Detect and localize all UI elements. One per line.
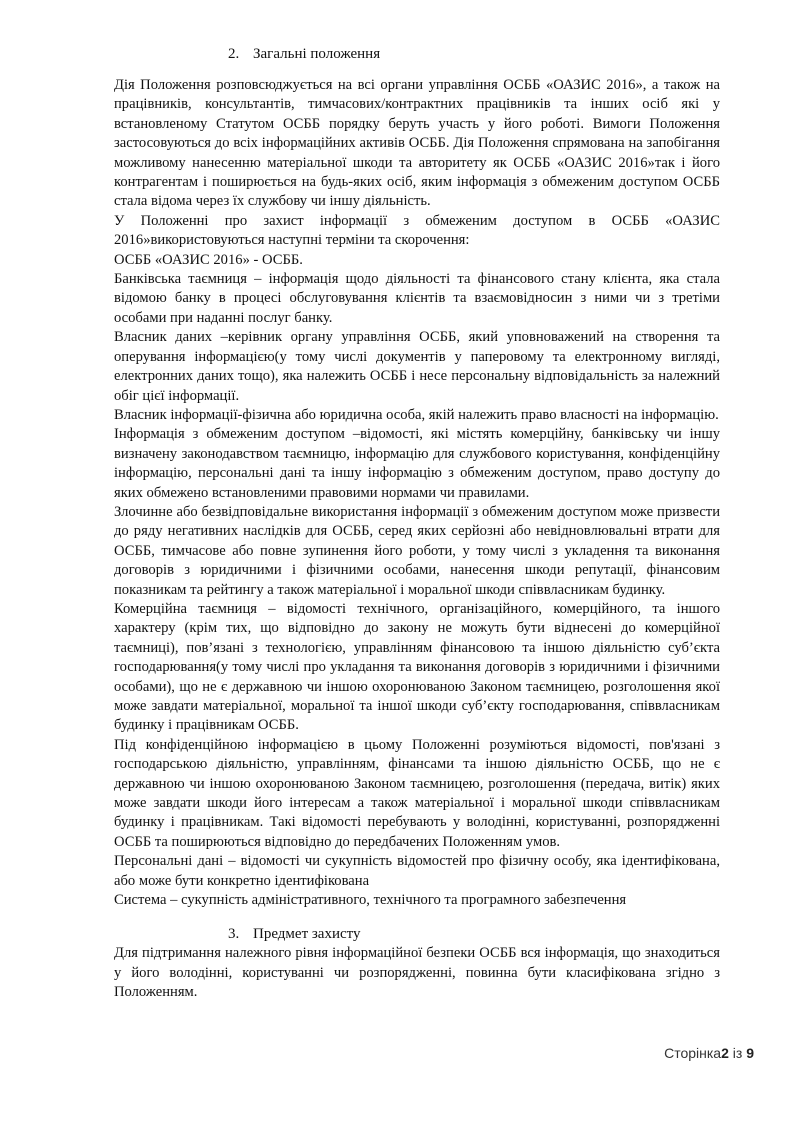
page-number-footer [664, 1045, 754, 1061]
paragraph-data-owner: Власник даних –керівник органу управління ОСББ, який уповноважений на створення та оперування інформацією(у тому числі документів у паперовому та електронному вигляді, електронних даних тощо), яка належить ОСББ і несе персональну відповідальність за належний обіг цієї інформації. [114, 329, 720, 404]
paragraph-bank-secret: Банківська таємниця – інформація щодо діяльності та фінансового стану клієнта, яка стала відомою банку в процесі обслуговування клієнтів та взаємовідносин з ними чи з третіми особами при наданні послуг банку. [114, 271, 720, 326]
section-3-heading [114, 924, 720, 944]
paragraph-commercial-secret: Комерційна таємниця – відомості технічного, організаційного, комерційного, та іншого характеру (крім тих, що відповідно до закону не можуть бути віднесені до комерційної таємниці), пов’язані з технологією, управлінням фінансовою та іншою діяльністю суб’єкта господарювання(у тому числі про укладання та виконання договорів з юридичними і фізичними особами), що не є державною чи іншою охоронюваною Законом таємницею, розголошення якої може завдати матеріальної, моральної та іншої шкоди суб’єкту господарювання, співвласникам будинку і працівникам ОСББ. [114, 600, 720, 734]
paragraph-personal-data: Персональні дані – відомості чи сукупність відомостей про фізичну особу, яка ідентифікована, або може бути конкретно ідентифікована [114, 853, 720, 889]
paragraph-misuse: Злочинне або безвідповідальне використання інформації з обмеженим доступом може призвести до ряду негативних наслідків для ОСББ, серед яких серйозні або невідновлювальні втрати для ОСББ, тимчасове або повне зупинення його роботи, у тому числі з укладення та виконання договорів з юридичними і фізичними особами, нанесення шкоди репутації, фінансовим показникам та рейтингу а також матеріальної і моральної шкоди співвласникам будинку. [114, 503, 720, 598]
section-2-title: Загальні положення [253, 46, 381, 62]
page-separator: із [728, 1045, 747, 1061]
paragraph-protection-subject: Для підтримання належного рівня інформаційної безпеки ОСББ вся інформація, що знаходиться у його володінні, користуванні чи розпорядженні, повинна бути класифікована згідно з Положенням. [114, 945, 720, 1001]
paragraph-scope: Дія Положення розповсюджується на всі органи управління ОСББ «ОАЗИС 2016», а також на працівників, консультантів, тимчасових/контрактних працівників та інших осіб які у встановленому Статутом ОСББ порядку беруть участь у його роботі. Вимоги Положення застосовуються до всіх інформаційних активів ОСББ. Дія Положення спрямована на запобігання можливому нанесенню матеріальної шкоди та авторитету як ОСББ «ОАЗИС 2016»так і його контрагентам і поширюється на будь-яких осіб, яким інформація з обмеженим доступом ОСББ стала відома через їх службову чи іншу діяльність. [114, 77, 720, 210]
section-3-number: 3. [228, 926, 240, 943]
paragraph-system: Система – сукупність адміністративного, технічного та програмного забезпечення [114, 892, 627, 909]
section-2-body [114, 76, 720, 910]
paragraph-terms-intro: У Положенні про захист інформації з обмеженим доступом в ОСББ «ОАЗИС 2016»використовуються наступні терміни та скорочення: [114, 212, 720, 249]
document-body [114, 44, 720, 1003]
current-page-number: 2 [721, 1045, 729, 1061]
paragraph-info-owner: Власник інформації-фізична або юридична особа, якій належить право власності на інформацію. [114, 406, 719, 423]
section-2-heading [114, 44, 720, 64]
paragraph-confidential-info: Під конфіденційною інформацією в цьому Положенні розуміються відомості, пов'язані з господарською діяльністю, управлінням, фінансами та іншою діяльністю ОСББ, що не є державною чи іншою охоронюваною Законом таємницею, розголошення (передача, витік) яких може завдати шкоди його інтересам а також матеріальної і моральної шкоди співвласникам будинку і працівникам. Такі відомості перебувають у володінні, користуванні, розпорядженні ОСББ та поширюються відповідно до передбачених Положенням умов. [114, 736, 720, 850]
section-3-title: Предмет захисту [253, 926, 361, 943]
total-pages-number: 9 [746, 1045, 754, 1061]
page-label: Сторінка [664, 1045, 722, 1061]
paragraph-restricted-info: Інформація з обмеженим доступом –відомості, які містять комерційну, банківську чи іншу визначену законодавством таємницю, інформацію для службового користування, конфіденційну інформацію, персональні дані та іншу інформацію з обмеженим доступом, право доступу до яких обмежено встановленими правовими нормами чи правилами. [114, 426, 720, 501]
paragraph-abbreviation: ОСББ «ОАЗИС 2016» - ОСББ. [114, 251, 303, 268]
section-3-body [114, 944, 720, 1002]
section-2-number: 2. [228, 46, 240, 62]
